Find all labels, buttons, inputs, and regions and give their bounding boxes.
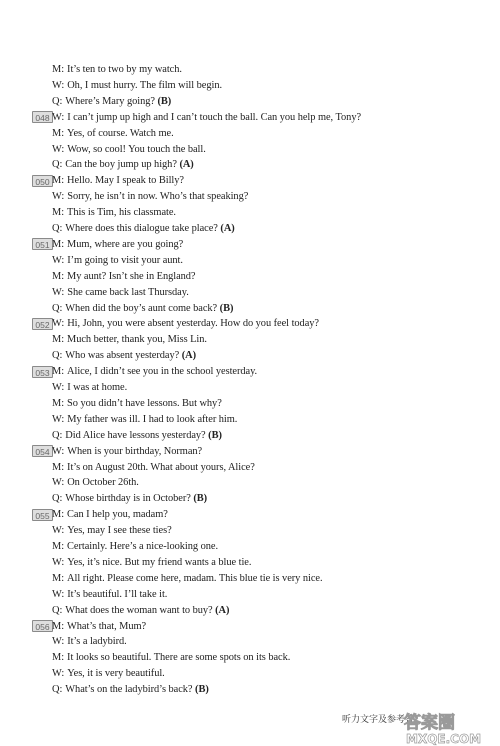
speaker-label: W: [52, 382, 65, 393]
dialogue-line [52, 316, 319, 331]
line-text: Hi, John, you were absent yesterday. How do you feel today? [67, 318, 319, 330]
dialogue-line [52, 285, 189, 300]
line-text: It’s on August 20th. What about yours, Alice? [67, 461, 255, 473]
dialogue-line [52, 603, 229, 618]
speaker-label: M: [52, 127, 65, 139]
line-text: When did the boy’s aunt come back? [65, 302, 220, 314]
question-number-badge: 050 [32, 175, 53, 187]
answer-label: (B) [193, 493, 208, 505]
dialogue-line [52, 619, 146, 634]
line-text: Whose birthday is in October? [65, 493, 194, 505]
line-text: Alice, I didn’t see you in the school yesterday. [67, 366, 258, 378]
speaker-label: W: [52, 525, 65, 537]
line-text: Much better, thank you, Miss Lin. [67, 334, 207, 346]
speaker-label: M: [52, 461, 65, 473]
line-text: I was at home. [67, 382, 128, 393]
line-text: It’s ten to two by my watch. [67, 64, 182, 75]
speaker-label: W: [52, 143, 65, 155]
answer-label: (A) [215, 604, 230, 616]
line-text: Yes, may I see these ties? [67, 525, 172, 537]
dialogue-line [52, 587, 167, 602]
dialogue-line [52, 301, 233, 316]
line-text: Oh, I must hurry. The film will begin. [67, 79, 223, 91]
answer-label: (A) [220, 223, 235, 234]
watermark-logo [400, 710, 496, 746]
speaker-label: M: [52, 366, 65, 378]
speaker-label: Q: [52, 684, 63, 696]
answer-label: (B) [208, 429, 222, 441]
question-number-badge: 054 [32, 445, 53, 457]
dialogue-line [52, 475, 139, 490]
dialogue-line [52, 253, 183, 268]
dialogue-line [52, 428, 222, 443]
line-text: On October 26th. [67, 477, 139, 489]
line-text: What’s on the ladybird’s back? [65, 684, 196, 696]
dialogue-line [52, 173, 184, 188]
speaker-label: M: [52, 207, 65, 219]
question-number-badge: 055 [32, 509, 53, 521]
speaker-label: M: [52, 572, 65, 584]
dialogue-line [52, 539, 218, 554]
speaker-label: W: [52, 191, 65, 203]
line-text: Yes, it’s nice. But my friend wants a blue tie. [67, 556, 252, 568]
line-text: I can’t jump up high and I can’t touch the ball. Can you help me, Tony? [67, 111, 362, 123]
answer-label: (B) [195, 684, 209, 696]
speaker-label: Q: [52, 95, 63, 107]
dialogue-line [52, 523, 172, 538]
line-text: My father was ill. I had to look after him. [67, 413, 238, 425]
question-number-badge: 048 [32, 111, 53, 123]
dialogue-line [52, 666, 165, 681]
speaker-label: W: [52, 79, 65, 91]
speaker-label: Q: [52, 493, 63, 505]
line-text: She came back last Thursday. [67, 286, 189, 298]
line-text: Who was absent yesterday? [65, 350, 182, 362]
line-text: Sorry, he isn’t in now. Who’s that speaking? [67, 191, 249, 203]
line-text: Mum, where are you going? [67, 238, 184, 250]
dialogue-line [52, 682, 209, 697]
dialogue-line [52, 157, 194, 172]
line-text: Can I help you, madam? [67, 509, 168, 521]
dialogue-line [52, 412, 237, 427]
line-text: What’s that, Mum? [67, 620, 147, 632]
question-number-badge: 051 [32, 238, 53, 250]
dialogue-line [52, 269, 196, 284]
speaker-label: M: [52, 397, 65, 409]
speaker-label: W: [52, 254, 65, 266]
dialogue-line [52, 94, 171, 109]
dialogue-line [52, 189, 248, 204]
question-number-badge: 053 [32, 366, 53, 378]
speaker-label: W: [52, 636, 65, 648]
line-text: Where does this dialogue take place? [65, 223, 221, 234]
speaker-label: W: [52, 445, 65, 457]
dialogue-line [52, 491, 207, 506]
page-footer [342, 710, 500, 746]
line-text: Yes, of course. Watch me. [67, 127, 174, 139]
line-text: So you didn’t have lessons. But why? [67, 397, 222, 409]
speaker-label: Q: [52, 604, 63, 616]
dialogue-line [52, 380, 127, 395]
answer-label: (B) [219, 302, 234, 314]
speaker-label: M: [52, 238, 65, 250]
speaker-label: W: [52, 318, 65, 330]
speaker-label: M: [52, 175, 65, 187]
dialogue-line [52, 126, 174, 141]
dialogue-line [52, 348, 196, 363]
line-text: I’m going to visit your aunt. [67, 254, 183, 266]
speaker-label: W: [52, 477, 65, 489]
question-number-badge: 056 [32, 620, 53, 632]
dialogue-line [52, 396, 222, 411]
dialogue-line [52, 62, 182, 77]
speaker-label: M: [52, 509, 65, 521]
line-text: All right. Please come here, madam. This blue tie is very nice. [67, 572, 323, 584]
dialogue-line [52, 364, 257, 379]
line-text: It’s beautiful. I’ll take it. [67, 588, 168, 600]
line-text: My aunt? Isn’t she in England? [67, 270, 196, 282]
footer-text: 听力文字及参考答 [342, 715, 415, 725]
speaker-label: M: [52, 652, 65, 664]
watermark-top-text: 答案圈 [404, 713, 455, 733]
dialogue-line [52, 571, 323, 586]
line-text: It’s a ladybird. [67, 636, 127, 648]
speaker-label: W: [52, 413, 65, 425]
line-text: Yes, it is very beautiful. [67, 668, 165, 680]
speaker-label: Q: [52, 429, 63, 441]
speaker-label: Q: [52, 350, 63, 362]
line-text: This is Tim, his classmate. [67, 207, 176, 219]
dialogue-line [52, 507, 168, 522]
dialogue-line [52, 110, 361, 125]
speaker-label: W: [52, 111, 65, 123]
speaker-label: M: [52, 64, 65, 75]
dialogue-line [52, 332, 207, 347]
dialogue-line [52, 650, 290, 665]
dialogue-line [52, 78, 222, 93]
speaker-label: M: [52, 541, 65, 552]
dialogue-line [52, 237, 183, 252]
dialogue-line [52, 142, 206, 157]
speaker-label: M: [52, 620, 65, 632]
speaker-label: M: [52, 270, 65, 282]
speaker-label: Q: [52, 159, 63, 171]
line-text: Hello. May I speak to Billy? [67, 175, 184, 187]
dialogue-line [52, 205, 176, 220]
dialogue-line [52, 221, 235, 236]
speaker-label: W: [52, 286, 65, 298]
speaker-label: Q: [52, 302, 63, 314]
answer-label: (B) [157, 95, 172, 107]
answer-label: (A) [181, 350, 196, 362]
dialogue-line [52, 634, 127, 649]
line-text: Did Alice have lessons yesterday? [65, 429, 209, 441]
speaker-label: M: [52, 334, 65, 346]
speaker-label: Q: [52, 223, 63, 234]
line-text: Where’s Mary going? [65, 95, 158, 107]
line-text: Certainly. Here’s a nice-looking one. [67, 541, 219, 552]
speaker-label: W: [52, 668, 65, 680]
line-text: When is your birthday, Norman? [67, 445, 203, 457]
question-number-badge: 052 [32, 318, 53, 330]
answer-label: (A) [179, 159, 194, 171]
dialogue-line [52, 555, 251, 570]
speaker-label: W: [52, 556, 65, 568]
watermark-bottom-text: MXQE.COM [406, 732, 482, 746]
line-text: Can the boy jump up high? [65, 159, 180, 171]
line-text: Wow, so cool! You touch the ball. [67, 143, 206, 155]
speaker-label: W: [52, 588, 65, 600]
line-text: What does the woman want to buy? [65, 604, 216, 616]
dialogue-line [52, 460, 255, 475]
dialogue-line [52, 444, 202, 459]
line-text: It looks so beautiful. There are some spots on its back. [67, 652, 291, 664]
